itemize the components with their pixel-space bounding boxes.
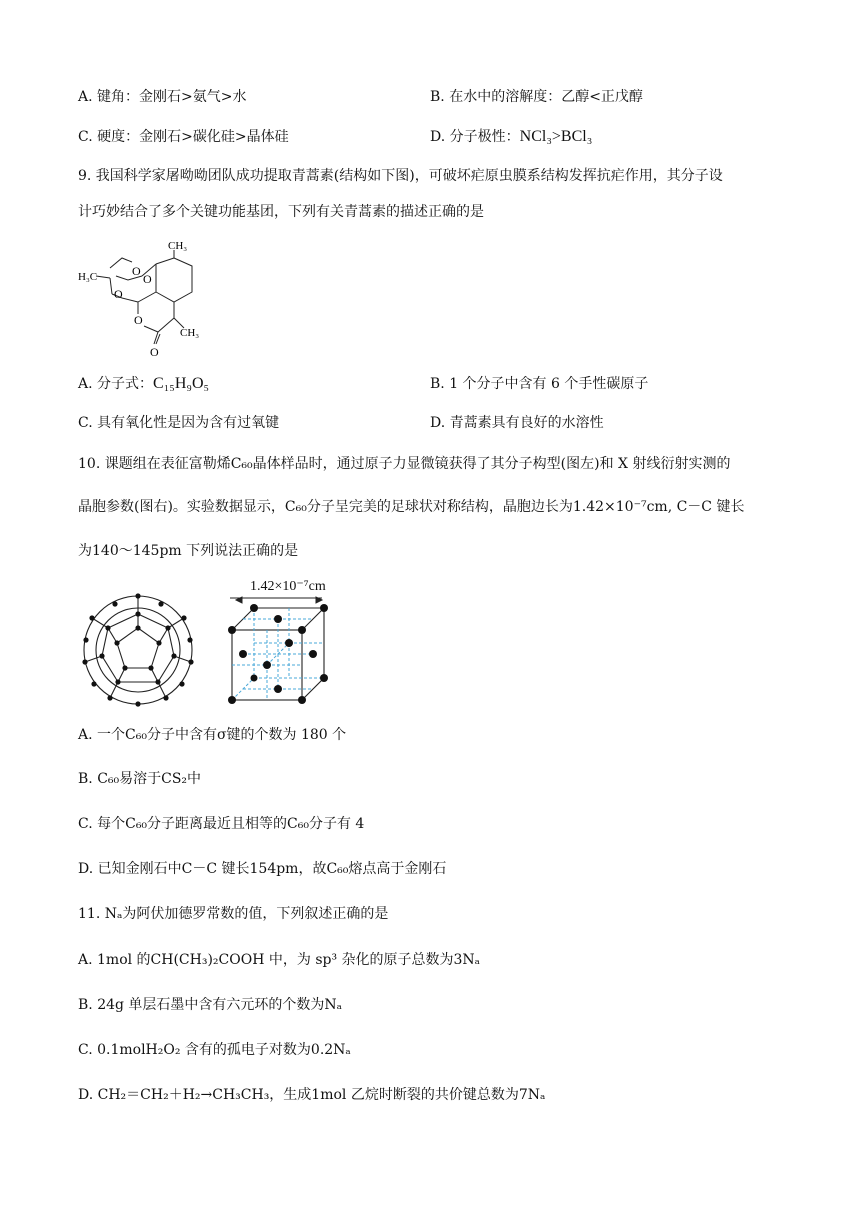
q9-option-a-formula: C₁₅H₉O₅ <box>153 375 210 392</box>
q8-option-c: C. 硬度：金刚石>碳化硅>晶体硅 <box>78 129 289 145</box>
q9-stem-line1: 9. 我国科学家屠呦呦团队成功提取青蒿素(结构如下图)，可破坏疟原虫膜系结构发挥抗疟作用，其分子设 <box>78 168 723 184</box>
artemisinin-ch3-right: CH₃ <box>180 327 200 339</box>
artemisinin-h3c: H₃C <box>78 271 98 283</box>
q11-option-a: A. 1mol 的CH(CH₃)₂COOH 中，为 sp³ 杂化的原子总数为3Nₐ <box>78 952 481 968</box>
q8-option-d-formula: NCl₃>BCl₃ <box>519 128 593 145</box>
artemisinin-o3: O <box>114 287 123 301</box>
c60-unit-cell-diagram <box>222 594 334 706</box>
cell-edge-label: 1.42×10⁻⁷cm <box>250 579 326 594</box>
q11-stem: 11. Nₐ为阿伏加德罗常数的值，下列叙述正确的是 <box>78 906 389 922</box>
q11-option-d: D. CH₂＝CH₂＋H₂→CH₃CH₃，生成1mol 乙烷时断裂的共价键总数为7Nₐ <box>78 1087 546 1103</box>
q10-option-c: C. 每个C₆₀分子距离最近且相等的C₆₀分子有 4 <box>78 816 365 832</box>
q9-stem-line2: 计巧妙结合了多个关键功能基团，下列有关青蒿素的描述正确的是 <box>78 204 484 220</box>
artemisinin-o4: O <box>134 313 143 327</box>
artemisinin-o1: O <box>132 264 141 278</box>
q10-stem-line3: 为140～145pm 下列说法正确的是 <box>78 543 299 559</box>
q10-option-a: A. 一个C₆₀分子中含有σ键的个数为 180 个 <box>78 727 347 743</box>
q9-option-d: D. 青蒿素具有良好的水溶性 <box>430 415 604 431</box>
q8-option-b: B. 在水中的溶解度：乙醇<正戊醇 <box>430 89 643 105</box>
c60-molecule-diagram <box>74 592 204 710</box>
q9-option-c: C. 具有氧化性是因为含有过氧键 <box>78 415 280 431</box>
artemisinin-ch3-top: CH₃ <box>168 240 188 252</box>
q11-option-c: C. 0.1molH₂O₂ 含有的孤电子对数为0.2Nₐ <box>78 1042 351 1058</box>
q8-option-d-prefix: D. 分子极性： <box>430 129 520 145</box>
q9-option-a-prefix: A. 分子式： <box>78 376 154 392</box>
q11-option-b: B. 24g 单层石墨中含有六元环的个数为Nₐ <box>78 997 343 1013</box>
q10-stem-line2: 晶胞参数(图右)。实验数据显示，C₆₀分子呈完美的足球状对称结构，晶胞边长为1.42×10⁻⁷cm, C－C 键长 <box>78 499 745 515</box>
q8-option-a: A. 键角：金刚石>氨气>水 <box>78 89 247 105</box>
q10-stem-line1: 10. 课题组在表征富勒烯C₆₀晶体样品时，通过原子力显微镜获得了其分子构型(图左)和 X 射线衍射实测的 <box>78 456 731 472</box>
artemisinin-o5: O <box>150 345 159 358</box>
q9-option-b: B. 1 个分子中含有 6 个手性碳原子 <box>430 376 649 392</box>
q10-option-b: B. C₆₀易溶于CS₂中 <box>78 771 202 787</box>
artemisinin-o2: O <box>143 272 152 286</box>
q8-option-d <box>430 128 592 146</box>
q10-option-d: D. 已知金刚石中C－C 键长154pm，故C₆₀熔点高于金刚石 <box>78 861 447 877</box>
q9-option-a <box>78 375 209 393</box>
artemisinin-structure-diagram <box>76 236 206 358</box>
